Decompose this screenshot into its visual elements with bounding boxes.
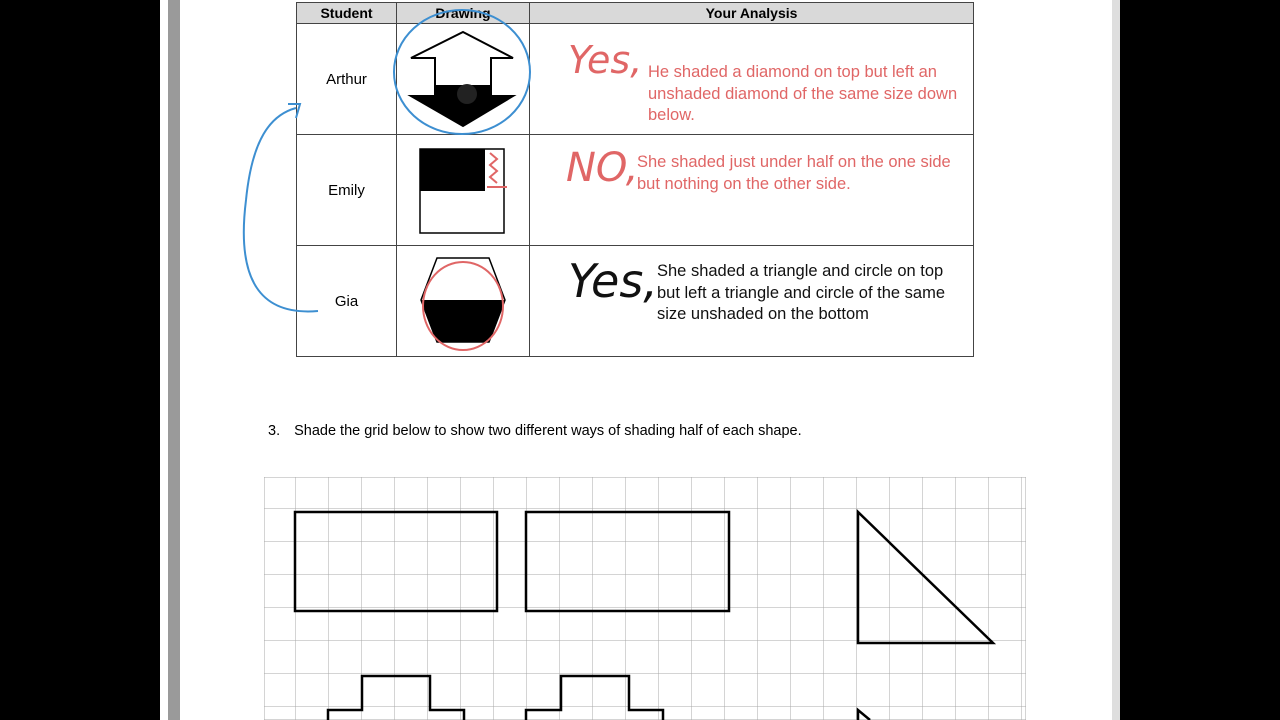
table-header-row <box>297 3 974 24</box>
analysis-text: She shaded a triangle and circle on top but left a triangle and circle of the same size unshaded on the bottom <box>657 262 945 323</box>
analysis-cell <box>530 24 974 135</box>
verdict-handwriting: Yes, <box>568 254 658 308</box>
header-student: Student <box>297 3 397 24</box>
drawing-cell <box>397 24 530 135</box>
student-name: Gia <box>297 246 397 357</box>
rectangle-shape <box>397 135 529 245</box>
student-name: Arthur <box>297 24 397 135</box>
hexagon-shape <box>397 246 529 356</box>
shading-grid <box>264 477 1026 720</box>
analysis-text: He shaded a diamond on top but left an unshaded diamond of the same size down below. <box>648 63 958 124</box>
verdict-handwriting: Yes, <box>568 38 643 82</box>
analysis-cell <box>530 246 974 357</box>
analysis-cell <box>530 135 974 246</box>
page-shadow-right <box>1112 0 1120 720</box>
table-row <box>297 246 974 357</box>
table-row <box>297 24 974 135</box>
question-3 <box>268 423 802 439</box>
arrow-shape <box>397 24 529 134</box>
analysis-table <box>296 2 974 357</box>
table-row <box>297 135 974 246</box>
verdict-handwriting: NO, <box>566 145 639 191</box>
page-shadow-left <box>168 0 180 720</box>
student-name: Emily <box>297 135 397 246</box>
header-drawing: Drawing <box>397 3 530 24</box>
question-number: 3. <box>268 423 281 439</box>
header-analysis: Your Analysis <box>530 3 974 24</box>
analysis-text: She shaded just under half on the one side but nothing on the other side. <box>637 153 951 193</box>
drawing-cell <box>397 135 530 246</box>
question-text: Shade the grid below to show two different ways of shading half of each shape. <box>294 423 802 439</box>
drawing-cell <box>397 246 530 357</box>
